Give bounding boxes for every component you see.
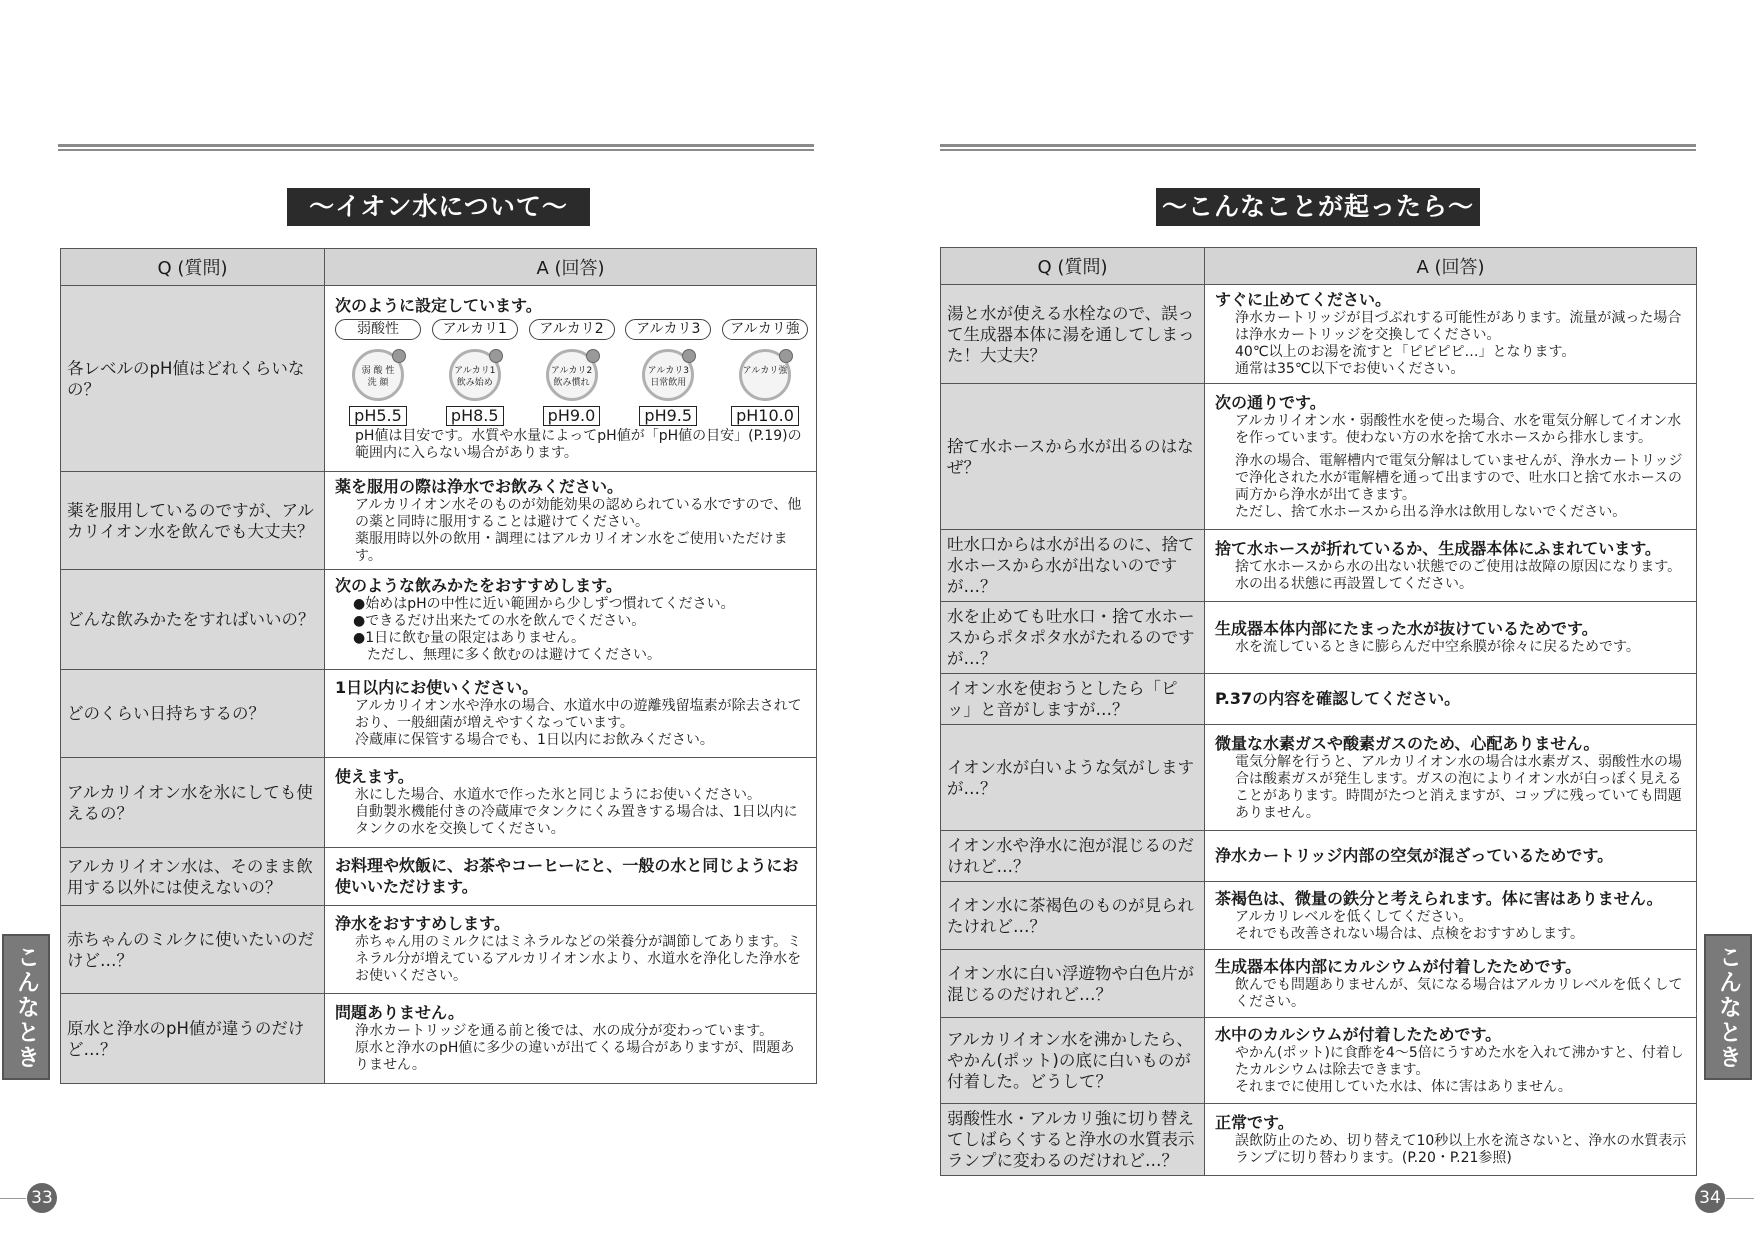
answer-text: ただし、無理に多く飲むのは避けてください。: [353, 646, 661, 663]
qa-table: [940, 247, 1697, 1176]
question-cell: イオン水に茶褐色のものが見られたけれど…？: [941, 882, 1205, 950]
answer-lead: 微量な水素ガスや酸素ガスのため、心配ありません。: [1215, 733, 1600, 753]
answer-text: 電気分解を行うと、アルカリイオン水の場合は水素ガス、弱酸性水の場合は酸素ガスが発生します。ガスの泡によりイオン水が白っぽく見えることがあります。時間がたつと消えますが、コップに残っていても問題ありません。: [1235, 753, 1683, 821]
side-tab: こんなときは: [1704, 934, 1752, 1080]
answer-lead: お料理や炊飯に、お茶やコーヒーにと、一般の水と同じようにお使いいただけます。: [335, 856, 799, 896]
answer-cell: [325, 286, 817, 472]
table-row: [941, 950, 1697, 1018]
question-cell: アルカリイオン水を沸かしたら、やかん(ポット)の底に白いものが付着した。どうして？: [941, 1018, 1205, 1104]
question-cell: どんな飲みかたをすればいいの？: [61, 570, 325, 670]
level-item: [722, 319, 808, 426]
answer-lead: 捨て水ホースが折れているか、生成器本体にふまれています。: [1215, 538, 1661, 558]
answer-lead: 問題ありません。: [335, 1003, 464, 1022]
level-label: 弱酸性: [335, 319, 421, 340]
ph-value: pH9.5: [639, 406, 697, 426]
top-rule: [58, 144, 814, 151]
answer-text: 自動製氷機能付きの冷蔵庫でタンクにくみ置きする場合は、1日以内にタンクの水を交換してください。: [355, 804, 798, 837]
answer-text: ●できるだけ出来たての水を飲んでください。: [353, 612, 646, 629]
level-item: [529, 319, 615, 426]
page-number: 33: [27, 1183, 57, 1213]
level-button-icon: アルカリ1 飲み始め: [449, 349, 501, 401]
table-row: [61, 670, 817, 758]
answer-lead: 生成器本体内部にカルシウムが付着したためです。: [1215, 956, 1582, 976]
answer-text: 誤飲防止のため、切り替えて10秒以上水を流さないと、浄水の水質表示ランプに切り替わります。(P.20・P.21参照): [1235, 1132, 1687, 1166]
table-row: [61, 570, 817, 670]
answer-cell: [1205, 950, 1697, 1018]
answer-lead: 茶褐色は、微量の鉄分と考えられます。体に害はありません。: [1215, 888, 1663, 908]
answer-text: ただし、捨て水ホースから出る浄水は飲用しないでください。: [1235, 503, 1627, 520]
table-row: [61, 848, 817, 906]
answer-lead: 水中のカルシウムが付着したためです。: [1215, 1025, 1502, 1044]
answer-cell: [1205, 831, 1697, 882]
level-label: アルカリ強: [722, 319, 808, 340]
answer-lead: 使えます。: [335, 767, 414, 786]
level-list: [335, 319, 808, 426]
a-header: A (回答): [325, 249, 817, 286]
table-row: [941, 602, 1697, 674]
answer-text: 原水と浄水のpH値に多少の違いが出てくる場合がありますが、問題ありません。: [355, 1040, 795, 1073]
table-row: [61, 994, 817, 1084]
answer-note: pH値は目安です。水質や水量によってpH値が「pH値の目安」(P.19)の範囲内に入らない場合があります。: [355, 427, 802, 461]
level-label: アルカリ1: [432, 319, 518, 340]
table-row: [941, 530, 1697, 602]
answer-text: それでも改善されない場合は、点検をおすすめします。: [1235, 925, 1585, 942]
table-row: [941, 674, 1697, 725]
level-item: [432, 319, 518, 426]
page-number: 34: [1695, 1183, 1725, 1213]
section-title: 〜イオン水について〜: [287, 188, 590, 226]
answer-cell: [1205, 602, 1697, 674]
page-number-line: [1726, 1198, 1754, 1199]
answer-cell: [1205, 285, 1697, 384]
answer-lead: 浄水をおすすめします。: [335, 914, 510, 933]
ph-value: pH9.0: [543, 406, 601, 426]
a-header: A (回答): [1205, 248, 1697, 285]
section-title: 〜こんなことが起ったら〜: [1156, 188, 1480, 226]
table-row: [61, 286, 817, 472]
level-item: [335, 319, 421, 426]
answer-text: アルカリイオン水や浄水の場合、水道水中の遊離残留塩素が除去されており、一般細菌が増えやすくなっています。: [355, 698, 802, 731]
answer-cell: [325, 670, 817, 758]
question-cell: アルカリイオン水を氷にしても使えるの？: [61, 758, 325, 848]
table-row: [61, 758, 817, 848]
answer-lead: 生成器本体内部にたまった水が抜けているためです。: [1215, 619, 1598, 638]
qa-table: [60, 248, 817, 1084]
answer-lead: すぐに止めてください。: [1215, 290, 1392, 309]
answer-cell: [1205, 384, 1697, 530]
question-cell: 弱酸性水・アルカリ強に切り替えてしばらくすると浄水の水質表示ランプに変わるのだけれど…？: [941, 1104, 1205, 1176]
question-cell: どのくらい日持ちするの？: [61, 670, 325, 758]
table-row: [941, 1104, 1697, 1176]
level-item: [625, 319, 711, 426]
level-label: アルカリ2: [529, 319, 615, 340]
q-header: Q (質問): [941, 248, 1205, 285]
q-header: Q (質問): [61, 249, 325, 286]
answer-text: 水を流しているときに膨らんだ中空糸膜が徐々に戻るためです。: [1235, 639, 1640, 655]
answer-lead: 正常です。: [1215, 1112, 1294, 1132]
level-button-icon: アルカリ強: [739, 349, 791, 401]
ph-value: pH10.0: [731, 406, 799, 426]
answer-text: 浄水カートリッジが目づぶれする可能性があります。流量が減った場合は浄水カートリッジを交換してください。: [1235, 310, 1682, 343]
answer-cell: [325, 758, 817, 848]
answer-cell: [1205, 725, 1697, 831]
ph-value: pH5.5: [349, 406, 407, 426]
answer-text: ●始めはpHの中性に近い範囲から少しずつ慣れてください。: [353, 595, 735, 612]
question-cell: アルカリイオン水は、そのまま飲用する以外には使えないの？: [61, 848, 325, 906]
answer-lead: 薬を服用の際は浄水でお飲みください。: [335, 476, 624, 496]
question-cell: イオン水や浄水に泡が混じるのだけれど…？: [941, 831, 1205, 882]
top-rule: [940, 144, 1696, 151]
table-row: [941, 831, 1697, 882]
question-cell: 薬を服用しているのですが、アルカリイオン水を飲んでも大丈夫？: [61, 472, 325, 570]
table-row: [941, 1018, 1697, 1104]
level-button-icon: アルカリ3 日常飲用: [642, 349, 694, 401]
answer-cell: [1205, 882, 1697, 950]
answer-lead: 浄水カートリッジ内部の空気が混ざっているためです。: [1215, 846, 1614, 865]
answer-text: 薬服用時以外の飲用・調理にはアルカリイオン水をご使用いただけます。: [355, 530, 788, 564]
answer-cell: [325, 570, 817, 670]
answer-cell: [1205, 1018, 1697, 1104]
question-cell: 原水と浄水のpH値が違うのだけど…？: [61, 994, 325, 1084]
answer-text: アルカリイオン水・弱酸性水を使った場合、水を電気分解してイオン水を作っています。使わない方の水を捨て水ホースから排水します。: [1235, 412, 1682, 446]
question-cell: 湯と水が使える水栓なので、誤って生成器本体に湯を通してしまった！大丈夫？: [941, 285, 1205, 384]
answer-text: 浄水の場合、電解槽内で電気分解はしていませんが、浄水カートリッジで浄化された水が電解槽を通って出ますので、吐水口と捨て水ホースの両方から浄水が出てきます。: [1235, 452, 1683, 503]
answer-cell: [325, 848, 817, 906]
answer-cell: [1205, 1104, 1697, 1176]
answer-text: 浄水カートリッジを通る前と後では、水の成分が変わっています。: [355, 1023, 774, 1039]
table-row: [61, 906, 817, 994]
answer-lead: 次のように設定しています。: [335, 295, 542, 315]
answer-text: アルカリレベルを低くしてください。: [1235, 908, 1473, 925]
question-cell: 吐水口からは水が出るのに、捨て水ホースから水が出ないのですが…？: [941, 530, 1205, 602]
table-row: [941, 384, 1697, 530]
answer-cell: [325, 472, 817, 570]
answer-text: 冷蔵庫に保管する場合でも、1日以内にお飲みください。: [355, 732, 714, 748]
question-cell: イオン水が白いような気がしますが…？: [941, 725, 1205, 831]
answer-text: 氷にした場合、水道水で作った氷と同じようにお使いください。: [355, 787, 761, 803]
answer-lead: 1日以内にお使いください。: [335, 678, 539, 697]
answer-text: 捨て水ホースから水の出ない状態でのご使用は故障の原因になります。水の出る状態に再設置してください。: [1235, 558, 1682, 592]
answer-lead: 次の通りです。: [1215, 392, 1326, 412]
right-page: [877, 0, 1754, 1240]
side-tab: こんなとき: [2, 934, 50, 1080]
answer-cell: [325, 906, 817, 994]
answer-text: 通常は35℃以下でお使いください。: [1235, 361, 1465, 377]
answer-text: 40℃以上のお湯を流すと「ピピピピ…」となります。: [1235, 344, 1576, 360]
table-row: [941, 725, 1697, 831]
page-number-line: [0, 1198, 26, 1199]
answer-text: それまでに使用していた水は、体に害はありません。: [1235, 1079, 1572, 1095]
level-button-icon: 弱 酸 性 洗 顔: [352, 349, 404, 401]
table-row: [941, 285, 1697, 384]
question-cell: 各レベルのpH値はどれくらいなの？: [61, 286, 325, 472]
question-cell: 赤ちゃんのミルクに使いたいのだけど…？: [61, 906, 325, 994]
question-cell: イオン水に白い浮遊物や白色片が混じるのだけれど…？: [941, 950, 1205, 1018]
level-button-icon: アルカリ2 飲み慣れ: [546, 349, 598, 401]
answer-text: やかん(ポット)に食酢を4〜5倍にうすめた水を入れて沸かすと、付着したカルシウムは除去できます。: [1235, 1045, 1684, 1078]
answer-cell: [1205, 530, 1697, 602]
answer-lead: 次のような飲みかたをおすすめします。: [335, 575, 622, 595]
question-cell: イオン水を使おうとしたら「ピッ」と音がしますが…？: [941, 674, 1205, 725]
table-row: [941, 882, 1697, 950]
answer-cell: [1205, 674, 1697, 725]
question-cell: 捨て水ホースから水が出るのはなぜ？: [941, 384, 1205, 530]
level-label: アルカリ3: [625, 319, 711, 340]
table-row: [61, 472, 817, 570]
answer-text: 飲んでも問題ありませんが、気になる場合はアルカリレベルを低くしてください。: [1235, 976, 1683, 1010]
ph-value: pH8.5: [446, 406, 504, 426]
answer-text: ●1日に飲む量の限定はありません。: [353, 629, 585, 646]
question-cell: 水を止めても吐水口・捨て水ホースからポタポタ水がたれるのですが…？: [941, 602, 1205, 674]
answer-text: アルカリイオン水そのものが効能効果の認められている水ですので、他の薬と同時に服用することは避けてください。: [355, 496, 802, 530]
answer-text: 赤ちゃん用のミルクにはミネラルなどの栄養分が調節してあります。ミネラル分が増えているアルカリイオン水より、水道水を浄化した浄水をお使いください。: [355, 934, 802, 984]
answer-lead: P.37の内容を確認してください。: [1215, 689, 1461, 708]
answer-cell: [325, 994, 817, 1084]
